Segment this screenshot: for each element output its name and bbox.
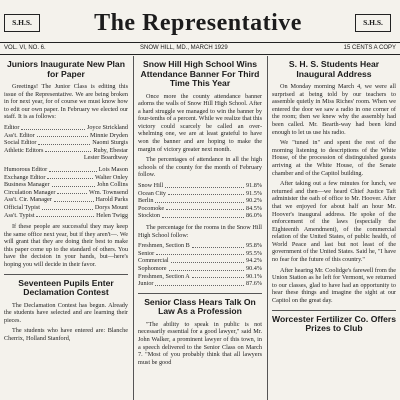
article-headline-law-talk: Senior Class Hears Talk On Law As a Profession: [144, 296, 256, 317]
dot-leader: [166, 205, 244, 211]
list-row: [138, 212, 262, 220]
list-row: [4, 139, 128, 147]
list-row: [138, 242, 262, 250]
dot-leader: [168, 190, 244, 196]
article-paragraph: If these people are successful they may keep the same office next year, but if they aren't—. We will grant that they are doing their best to make this paper come up to the standard of others. You have the decision in your hands, but—here's hoping you will decide in their favor.: [4, 223, 128, 269]
issue-info-bar: [0, 42, 400, 55]
list-row-value: Lester Boardtway: [83, 154, 128, 162]
list-row: [138, 280, 262, 288]
article-paragraph: The Declamation Contest has begun. Already the students have selected and are learning their pieces.: [4, 301, 128, 324]
list-row-label: Senior: [138, 249, 155, 257]
list-row-label: Berlin: [138, 197, 154, 205]
staff-list-1: [4, 124, 128, 162]
article-headline-attendance: Snow Hill High School Wins Attendance Banner For Third Time This Year: [140, 59, 260, 88]
list-row-label: Ass't. Cir. Manager: [4, 196, 52, 204]
place-date: SNOW HILL, MD., MARCH 1929: [140, 45, 228, 51]
list-row-value: Minnie Dryden: [90, 131, 128, 139]
list-row-value: 90.1%: [246, 272, 262, 280]
dot-leader: [162, 212, 244, 218]
dot-leader: [21, 124, 84, 130]
column-3: [272, 58, 396, 338]
article-paragraph: "The ability to speak in public is not necessarily essential for a good lawyer," said Mr. John Walker, a prominent lawyer of this town, in a speech delivered to the Senior Class on March 7. "Most of you probably think that all lawyers must be good: [138, 320, 262, 366]
list-row: [4, 166, 128, 174]
list-row-label: Pocomoke: [138, 204, 165, 212]
dot-leader: [47, 174, 93, 180]
dot-leader: [169, 265, 244, 271]
list-row: [138, 273, 262, 281]
masthead: [0, 0, 400, 42]
article-headline-juniors: Juniors Inaugurate New Plan for Paper: [7, 59, 125, 79]
article-paragraph: On Monday morning March 4, we were all surprised at being told by our teachers to assemble quietly in Miss Riches' room. When we entered the door we saw a radio in one corner of the room; then we knew why the assembly had been called. Mr. Bearth-way had been kind enough to let us use his radio.: [272, 83, 396, 136]
list-row-label: Ocean City: [138, 189, 167, 197]
list-row-value: 91.5%: [246, 189, 262, 197]
dot-leader: [165, 182, 244, 188]
school-attendance-list: [138, 182, 262, 220]
dot-leader: [37, 132, 88, 138]
list-row-label: Exchange Editor: [4, 173, 46, 181]
article-divider: [4, 274, 128, 275]
masthead-badge-right: S.H.S.: [355, 14, 391, 32]
list-row-value: Naomi Sturgis: [92, 139, 128, 147]
list-row: [138, 197, 262, 205]
list-row-label: Freshmen, Section A: [138, 272, 190, 280]
list-row-label: Athletic Editors: [4, 146, 44, 154]
dot-leader: [192, 273, 244, 279]
article-paragraph: We "tuned in" and spent the rest of the morning listening to descriptions of the White House, of the procession of distinguished guests arriving at the White House, of the Senate chamber and of the Capitol building.: [272, 139, 396, 177]
list-row-value: 95.5%: [246, 249, 262, 257]
list-row: [4, 181, 128, 189]
dot-leader: [42, 204, 93, 210]
dot-leader: [57, 189, 87, 195]
dot-leader: [156, 250, 244, 256]
list-row-label: Ass't. Typist: [4, 211, 35, 219]
masthead-badge-left: S.H.S.: [4, 14, 40, 32]
list-row-label: Official Typist: [4, 203, 40, 211]
list-row: [138, 190, 262, 198]
list-row-label: Freshmen, Section B: [138, 242, 190, 250]
list-row: [138, 257, 262, 265]
dot-leader: [36, 212, 94, 218]
list-row-value: Helen Twigg: [96, 211, 128, 219]
list-row-value: 94.2%: [246, 257, 262, 265]
dot-leader: [192, 242, 244, 248]
list-row-value: 91.8%: [246, 182, 262, 190]
list-row: [4, 154, 128, 162]
column-rule-2: [267, 56, 268, 400]
column-rule-1: [133, 56, 134, 400]
dot-leader: [155, 280, 244, 286]
article-paragraph: After taking out a few minutes for lunch, we returned and then—we heard Chief Justice Taft administer the oath of office to Mr. Hoover. After that we enjoyed for about half an hour Mr. Hoover's inaugural address. He spoke of the enforcement of the laws (especially the Eighteenth Amendment), of the commercial relation of the United States, of public health, of World Peace and last but not least of the government of the United States. Said he, "I have no fear for the future of this country.": [272, 180, 396, 264]
dot-leader: [49, 166, 96, 172]
list-row-label: Social Editor: [4, 139, 37, 147]
article-headline-declamation: Seventeen Pupils Enter Declamation Contest: [18, 277, 114, 298]
list-row-label: Snow Hill: [138, 182, 164, 190]
list-row-label: Ass't. Editor: [4, 131, 35, 139]
article-paragraph: Greetings! The Junior Class is editing this issue of the Representative. We are being broken in for next year, for of course we must know how to edit our own paper. In February we elected our staff. It is as follows:: [4, 83, 128, 121]
list-row-label: Business Manager: [4, 181, 50, 189]
list-row-value: John Collins: [96, 181, 128, 189]
list-row-value: Joyce Strickland: [86, 123, 128, 131]
article-headline-inaugural: S. H. S. Students Hear Inaugural Address: [288, 59, 380, 79]
article-paragraph: The percentage for the rooms in the Snow Hill High School follow:: [138, 224, 262, 239]
list-row-value: 90.4%: [246, 264, 262, 272]
article-headline-fertilizer: Worcester Fertilizer Co. Offers Prizes to Club: [272, 313, 397, 334]
dot-leader: [171, 257, 244, 263]
staff-list-2: [4, 166, 128, 219]
list-row: [4, 147, 128, 155]
article-paragraph: After hearing Mr. Coolidge's farewell from the Union Station as he left for Vermont, we returned to our classes, glad to have had an opportunity to hear these things and imagine the sight at our Capitol on the great day.: [272, 266, 396, 305]
article-divider: [138, 293, 262, 294]
list-row: [138, 250, 262, 258]
dot-leader: [54, 196, 94, 202]
volume-number: VOL. VI, NO. 6.: [4, 45, 46, 51]
list-row-value: Ruby, Ebestar: [93, 146, 128, 154]
price: 15 CENTS A COPY: [343, 45, 396, 51]
column-2: [138, 58, 262, 369]
newspaper-title: The Representative: [94, 10, 302, 36]
list-row-label: Circulation Manager: [4, 188, 56, 196]
list-row-value: Wm. Townsend: [89, 188, 128, 196]
list-row-value: 86.0%: [246, 212, 262, 220]
room-attendance-list: [138, 242, 262, 288]
list-row: [4, 212, 128, 220]
list-row-label: Stockton: [138, 212, 161, 220]
list-row: [4, 189, 128, 197]
list-row: [4, 124, 128, 132]
list-row-value: 87.6%: [246, 280, 262, 288]
list-row-value: Lois Mason: [98, 165, 128, 173]
list-row: [138, 182, 262, 190]
list-row: [138, 265, 262, 273]
article-paragraph: Once more the county attendance banner adorns the walls of Snow Hill High School. After a hard struggle we managed to win the banner by four-tenths of a percent. While we realize that this victory could scarcely be called an over-whelming one, we are at least grateful to have won the banner and are hoping to make the margin of victory greater next month.: [138, 92, 262, 153]
list-row-value: 84.5%: [246, 204, 262, 212]
article-paragraph: The students who have entered are: Blanche Cherrix, Holland Stanford,: [4, 327, 128, 343]
list-row: [4, 204, 128, 212]
list-row: [4, 174, 128, 182]
list-row-value: 90.2%: [246, 197, 262, 205]
list-row: [4, 196, 128, 204]
dot-leader: [38, 139, 90, 145]
article-paragraph: The percentages of attendance in all the high schools of the county for the month of February follow.: [138, 156, 262, 179]
list-row-value: Walter Onley: [94, 173, 128, 181]
list-row-value: 95.8%: [246, 242, 262, 250]
list-row-label: Junior: [138, 280, 154, 288]
dot-leader: [45, 147, 91, 153]
list-row: [138, 205, 262, 213]
dot-leader: [155, 197, 244, 203]
column-1: [4, 58, 128, 346]
list-row-label: Humorous Editor: [4, 165, 48, 173]
list-row-value: Harold Parks: [95, 196, 128, 204]
list-row-value: Dorys Mount: [94, 203, 128, 211]
list-row: [4, 132, 128, 140]
dot-leader: [52, 181, 95, 187]
list-row-label: Sophomore: [138, 264, 167, 272]
list-row-label: Commercial: [138, 257, 169, 265]
article-divider: [272, 310, 396, 311]
list-row-label: Editor: [4, 123, 20, 131]
